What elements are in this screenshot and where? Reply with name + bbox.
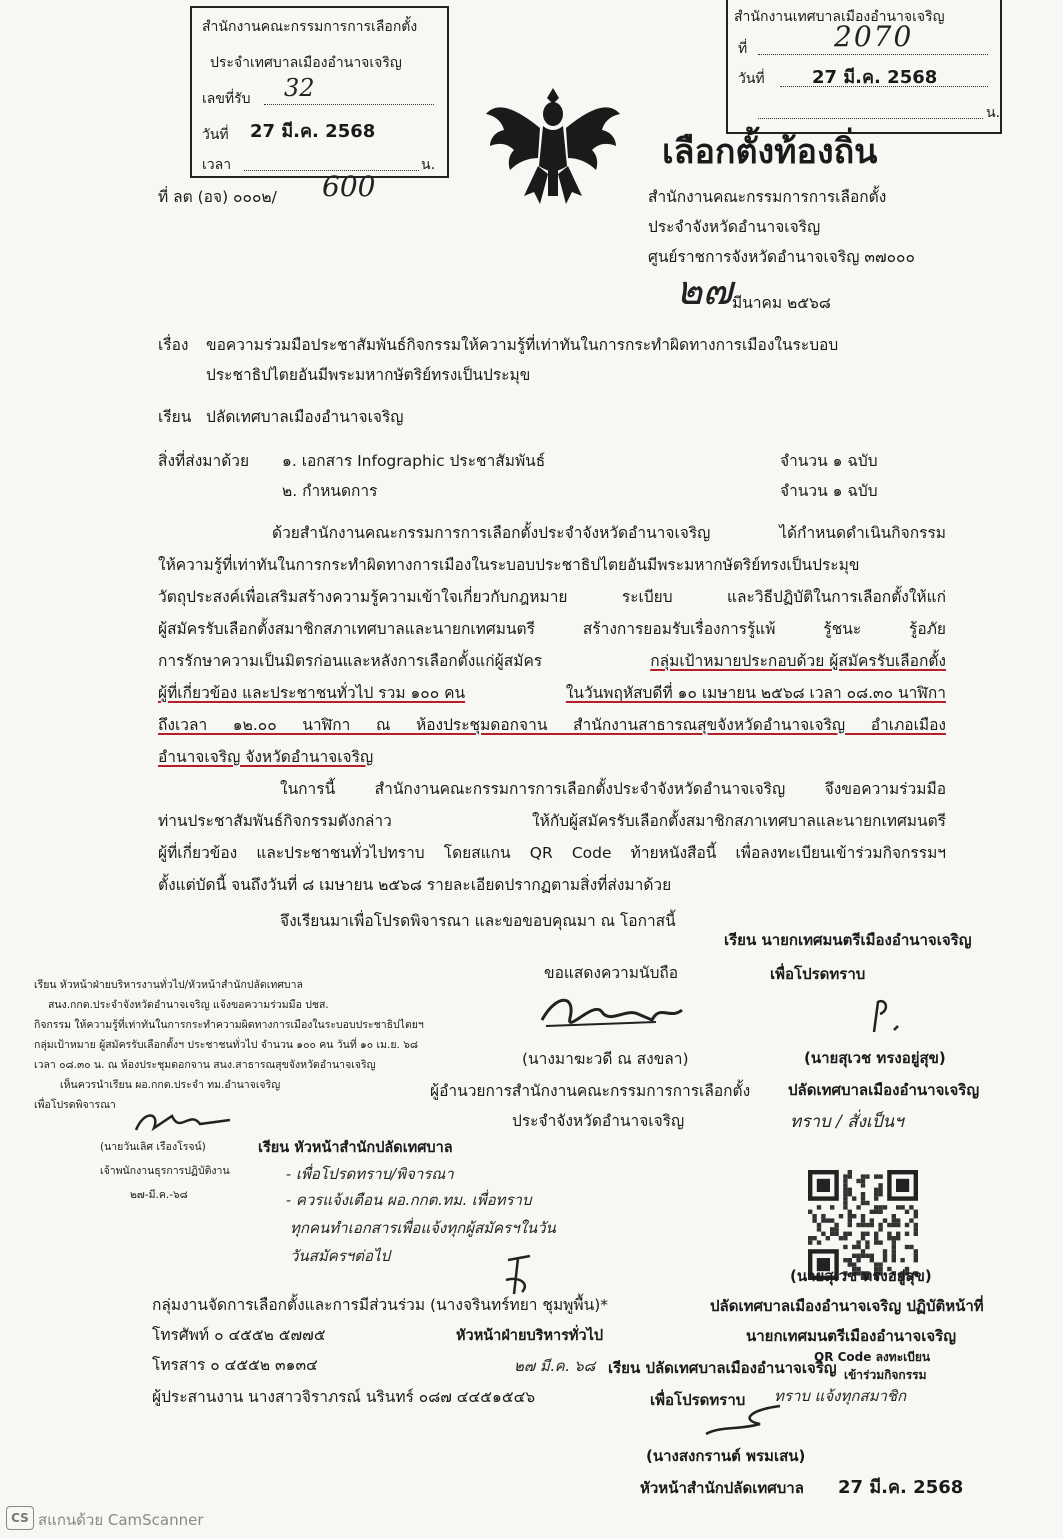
stamp-right-no: 2070 bbox=[834, 20, 914, 53]
note-right2-date2: 27 มี.ค. 2568 bbox=[838, 1477, 964, 1498]
enclosure-item-1: ๑. เอกสาร Infographic ประชาสัมพันธ์ bbox=[282, 452, 546, 470]
note-left-name: (นายวันเลิศ เรืองโรจน์) bbox=[100, 1141, 206, 1153]
date-month-year: มีนาคม ๒๕๖๘ bbox=[732, 294, 831, 312]
body-p1-line6-b: ในวันพฤหัสบดีที่ ๑๐ เมษายน ๒๕๖๘ เวลา ๐๘.๓๐ นาฬิกา bbox=[565, 684, 946, 702]
stamp-right-date-label: วันที่ bbox=[738, 71, 765, 87]
enclosures-label: สิ่งที่ส่งมาด้วย bbox=[158, 452, 250, 470]
note-left-line5: เวลา ๐๘.๓๐ น. ณ ห้องประชุมดอกจาน สนง.สาธารณสุขจังหวัดอำนาจเจริญ bbox=[34, 1059, 376, 1071]
camscanner-footer: สแกนด้วย CamScanner bbox=[38, 1511, 204, 1529]
note-right2-name2: (นางสงกรานต์ พรมเสน) bbox=[646, 1447, 806, 1465]
signature-regards: ขอแสดงความนับถือ bbox=[544, 964, 679, 982]
note-mid-hw2: - ควรแจ้งเตือน ผอ.กกต.ทม. เพื่อทราบ bbox=[286, 1191, 532, 1209]
note-right2-to: เรียน ปลัดเทศบาลเมืองอำนาจเจริญ bbox=[608, 1359, 837, 1377]
contact-phone: โทรศัพท์ ๐ ๔๕๕๒ ๕๗๗๕ bbox=[152, 1326, 326, 1344]
org-line-3: ศูนย์ราชการจังหวัดอำนาจเจริญ ๓๗๐๐๐ bbox=[648, 248, 915, 266]
subject-line-1: ขอความร่วมมือประชาสัมพันธ์กิจกรรมให้ความรู้ที่เท่าทันในการกระทำผิดทางการเมืองในระบอบ bbox=[206, 336, 839, 354]
note-right2-position1: ปลัดเทศบาลเมืองอำนาจเจริญ ปฏิบัติหน้าที่ bbox=[710, 1297, 984, 1315]
deputy-signature-icon bbox=[860, 996, 920, 1036]
note-mid-to: เรียน หัวหน้าสำนักปลัดเทศบาล bbox=[258, 1140, 453, 1156]
note-left-date: ๒๗-มี.ค.-๖๘ bbox=[130, 1189, 188, 1201]
note-right1-line: เพื่อโปรดทราบ bbox=[770, 965, 866, 983]
camscanner-logo-icon: CS bbox=[6, 1506, 34, 1530]
stamp-left-receipt-no: 32 bbox=[284, 74, 315, 102]
body-p1-line7: ถึงเวลา ๑๒.๐๐ นาฬิกา ณ ห้องประชุมดอกจาน สำนักงานสาธารณสุขจังหวัดอำนาจเจริญ อำเภอเมือง bbox=[158, 716, 946, 734]
note-left-line3: กิจกรรม ให้ความรู้ที่เท่าทันในการกระทำความผิดทางการเมืองในระบอบประชาธิปไตยฯ bbox=[34, 1019, 424, 1031]
to-label: เรียน bbox=[158, 408, 192, 426]
body-p1-line4: ผู้สมัครรับเลือกตั้งสมาชิกสภาเทศบาลและนายกเทศมนตรี สร้างการยอมรับเรื่องการรู้แพ้ รู้ชนะ รู้อภัย bbox=[158, 620, 946, 638]
stamp-left-time-suffix: น. bbox=[421, 157, 436, 173]
receiving-stamp-right bbox=[726, 0, 1002, 134]
org-line-2: ประจำจังหวัดอำนาจเจริญ bbox=[648, 218, 821, 236]
subject-label: เรื่อง bbox=[158, 336, 189, 354]
note-left-line4: กลุ่มเป้าหมาย ผู้สมัครรับเลือกตั้งฯ ประชาชนทั่วไป จำนวน ๑๐๐ คน วันที่ ๑๐ เม.ย. ๖๘ bbox=[34, 1039, 418, 1051]
body-p1-line3: วัตถุประสงค์เพื่อเสริมสร้างความรู้ความเข้าใจเกี่ยวกับกฎหมาย ระเบียบ และวิธีปฏิบัติในการเลือกตั้งให้แก่ bbox=[158, 588, 946, 606]
enclosure-qty-2: จำนวน ๑ ฉบับ bbox=[780, 482, 878, 500]
stamp-left-date-label: วันที่ bbox=[202, 127, 229, 143]
note-mid-hw1: - เพื่อโปรดทราบ/พิจารณา bbox=[286, 1165, 454, 1183]
note-right2-name: (นายสุเวช ทรงอยู่สุข) bbox=[790, 1267, 932, 1285]
signature-position-2: ประจำจังหวัดอำนาจเจริญ bbox=[512, 1112, 685, 1130]
note-left-line2: สนง.กกต.ประจำจังหวัดอำนาจเจริญ แจ้งขอความร่วมมือ ปชส. bbox=[48, 999, 329, 1011]
clerk-signature-icon bbox=[130, 1104, 240, 1140]
reference-number: 600 bbox=[322, 170, 376, 203]
note-right2-line: เพื่อโปรดทราบ bbox=[650, 1391, 746, 1409]
receiving-stamp-left bbox=[190, 6, 449, 178]
body-p1-line8: อำนาจเจริญ จังหวัดอำนาจเจริญ bbox=[158, 748, 374, 766]
reference-label: ที่ ลต (อจ) ๐๐๐๒/ bbox=[158, 188, 277, 206]
body-p1-line5 bbox=[158, 648, 946, 673]
note-right1-position: ปลัดเทศบาลเมืองอำนาจเจริญ bbox=[788, 1081, 980, 1099]
body-p1-line5-a: การรักษาความเป็นมิตรก่อนและหลังการเลือกตั้งแก่ผู้สมัคร bbox=[158, 652, 543, 670]
qr-label-2: เข้าร่วมกิจกรรม bbox=[844, 1368, 927, 1382]
garuda-emblem-icon bbox=[478, 80, 628, 210]
to-value: ปลัดเทศบาลเมืองอำนาจเจริญ bbox=[206, 408, 404, 426]
note-mid-hw3: ทุกคนทำเอกสารเพื่อแจ้งทุกผู้สมัครฯในวัน bbox=[290, 1219, 556, 1237]
note-mid-hw4: วันสมัครฯต่อไป bbox=[290, 1247, 391, 1265]
subject-line-2: ประชาธิปไตยอันมีพระมหากษัตริย์ทรงเป็นประมุข bbox=[206, 366, 531, 384]
body-p1-line6-a: ผู้ที่เกี่ยวข้อง และประชาชนทั่วไป รวม ๑๐๐ คน bbox=[158, 684, 466, 702]
note-mid-head: หัวหน้าฝ่ายบริหารทั่วไป bbox=[456, 1328, 604, 1344]
note-right2-position2: นายกเทศมนตรีเมืองอำนาจเจริญ bbox=[746, 1327, 957, 1345]
stamp-left-time-label: เวลา bbox=[202, 157, 232, 173]
stamp-left-line1: สำนักงานคณะกรรมการการเลือกตั้ง bbox=[202, 19, 418, 35]
contact-fax: โทรสาร ๐ ๔๕๕๒ ๓๑๓๔ bbox=[152, 1356, 318, 1374]
stamp-left-line2: ประจำเทศบาลเมืองอำนาจเจริญ bbox=[210, 55, 402, 71]
note-right1-to: เรียน นายกเทศมนตรีเมืองอำนาจเจริญ bbox=[724, 931, 972, 949]
stamp-right-date: 27 มี.ค. 2568 bbox=[812, 67, 938, 88]
note-left-line7: เพื่อโปรดพิจารณา bbox=[34, 1099, 116, 1111]
body-p2-line1: ในการนี้ สำนักงานคณะกรรมการการเลือกตั้งประจำจังหวัดอำนาจเจริญ จึงขอความร่วมมือ bbox=[280, 780, 946, 798]
body-p1-line1: ด้วยสำนักงานคณะกรรมการการเลือกตั้งประจำจังหวัดอำนาจเจริญ ได้กำหนดดำเนินกิจกรรม bbox=[272, 524, 946, 542]
org-line-1: สำนักงานคณะกรรมการการเลือกตั้ง bbox=[648, 188, 887, 206]
stamp-left-receipt-label: เลขที่รับ bbox=[202, 91, 251, 107]
note-left-position: เจ้าพนักงานธุรการปฏิบัติงาน bbox=[100, 1165, 230, 1177]
note-right1-handwriting: ทราบ / สั่งเป็นฯ bbox=[790, 1112, 904, 1132]
note-right2-handwriting: ทราบ แจ้งทุกสมาชิก bbox=[774, 1387, 907, 1405]
body-p1-line2: ให้ความรู้ที่เท่าทันในการกระทำผิดทางการเมืองในระบอบประชาธิปไตยอันมีพระมหากษัตริย์ทรงเป็นประมุข bbox=[158, 556, 860, 574]
contact-department: กลุ่มงานจัดการเลือกตั้งและการมีส่วนร่วม (นางจรินทร์ทยา ชุมพูพื้น)* bbox=[152, 1296, 608, 1314]
note-left-line6: เห็นควรนำเรียน ผอ.กกต.ประจำ ทม.อำนาจเจริญ bbox=[60, 1079, 281, 1091]
body-p1-line6 bbox=[158, 680, 946, 705]
enclosure-qty-1: จำนวน ๑ ฉบับ bbox=[780, 452, 878, 470]
signature-name: (นางมาฆะวดี ณ สงขลา) bbox=[522, 1050, 689, 1068]
note-right1-name: (นายสุเวช ทรงอยู่สุข) bbox=[804, 1049, 946, 1067]
body-p2-line4: ตั้งแต่บัดนี้ จนถึงวันที่ ๘ เมษายน ๒๕๖๘ รายละเอียดปรากฏตามสิ่งที่ส่งมาด้วย bbox=[158, 876, 672, 894]
stamp-right-time-suffix: น. bbox=[986, 105, 1001, 121]
stamp-left-date: 27 มี.ค. 2568 bbox=[250, 121, 376, 142]
date-day: ๒๗ bbox=[676, 268, 733, 314]
document-title: เลือกตั้งท้องถิ่น bbox=[662, 132, 878, 172]
contact-coordinator: ผู้ประสานงาน นางสาวจิราภรณ์ นรินทร์ ๐๘๗ ๔๔๕๑๕๔๖ bbox=[152, 1388, 536, 1406]
director-signature-icon bbox=[536, 990, 686, 1040]
note-right2-head2: หัวหน้าสำนักปลัดเทศบาล bbox=[640, 1479, 804, 1497]
closing-line: จึงเรียนมาเพื่อโปรดพิจารณา และขอขอบคุณมา ณ โอกาสนี้ bbox=[280, 912, 676, 930]
note-mid-date: ๒๗ มี.ค. ๖๘ bbox=[514, 1357, 596, 1375]
stamp-right-line1: สำนักงานเทศบาลเมืองอำนาจเจริญ bbox=[734, 9, 945, 25]
signature-position-1: ผู้อำนวยการสำนักงานคณะกรรมการการเลือกตั้ง bbox=[430, 1082, 751, 1100]
body-p2-line2: ท่านประชาสัมพันธ์กิจกรรมดังกล่าว ให้กับผู้สมัครรับเลือกตั้งสมาชิกสภาเทศบาลและนายกเทศมนตรี bbox=[158, 812, 946, 830]
body-p1-line5-b: กลุ่มเป้าหมายประกอบด้วย ผู้สมัครรับเลือกตั้ง bbox=[650, 652, 946, 670]
stamp-right-no-label: ที่ bbox=[738, 41, 748, 57]
enclosure-item-2: ๒. กำหนดการ bbox=[282, 482, 378, 500]
qr-label-1: QR Code ลงทะเบียน bbox=[814, 1350, 931, 1364]
body-p2-line3: ผู้ที่เกี่ยวข้อง และประชาชนทั่วไปทราบ โดยสแกน QR Code ท้ายหนังสือนี้ เพื่อลงทะเบียนเข้าร่วมกิจกรรมฯ bbox=[158, 844, 946, 862]
note-left-line1: เรียน หัวหน้าฝ่ายบริหารงานทั่วไป/หัวหน้าสำนักปลัดเทศบาล bbox=[34, 979, 303, 991]
office-head-signature-icon bbox=[700, 1400, 790, 1440]
